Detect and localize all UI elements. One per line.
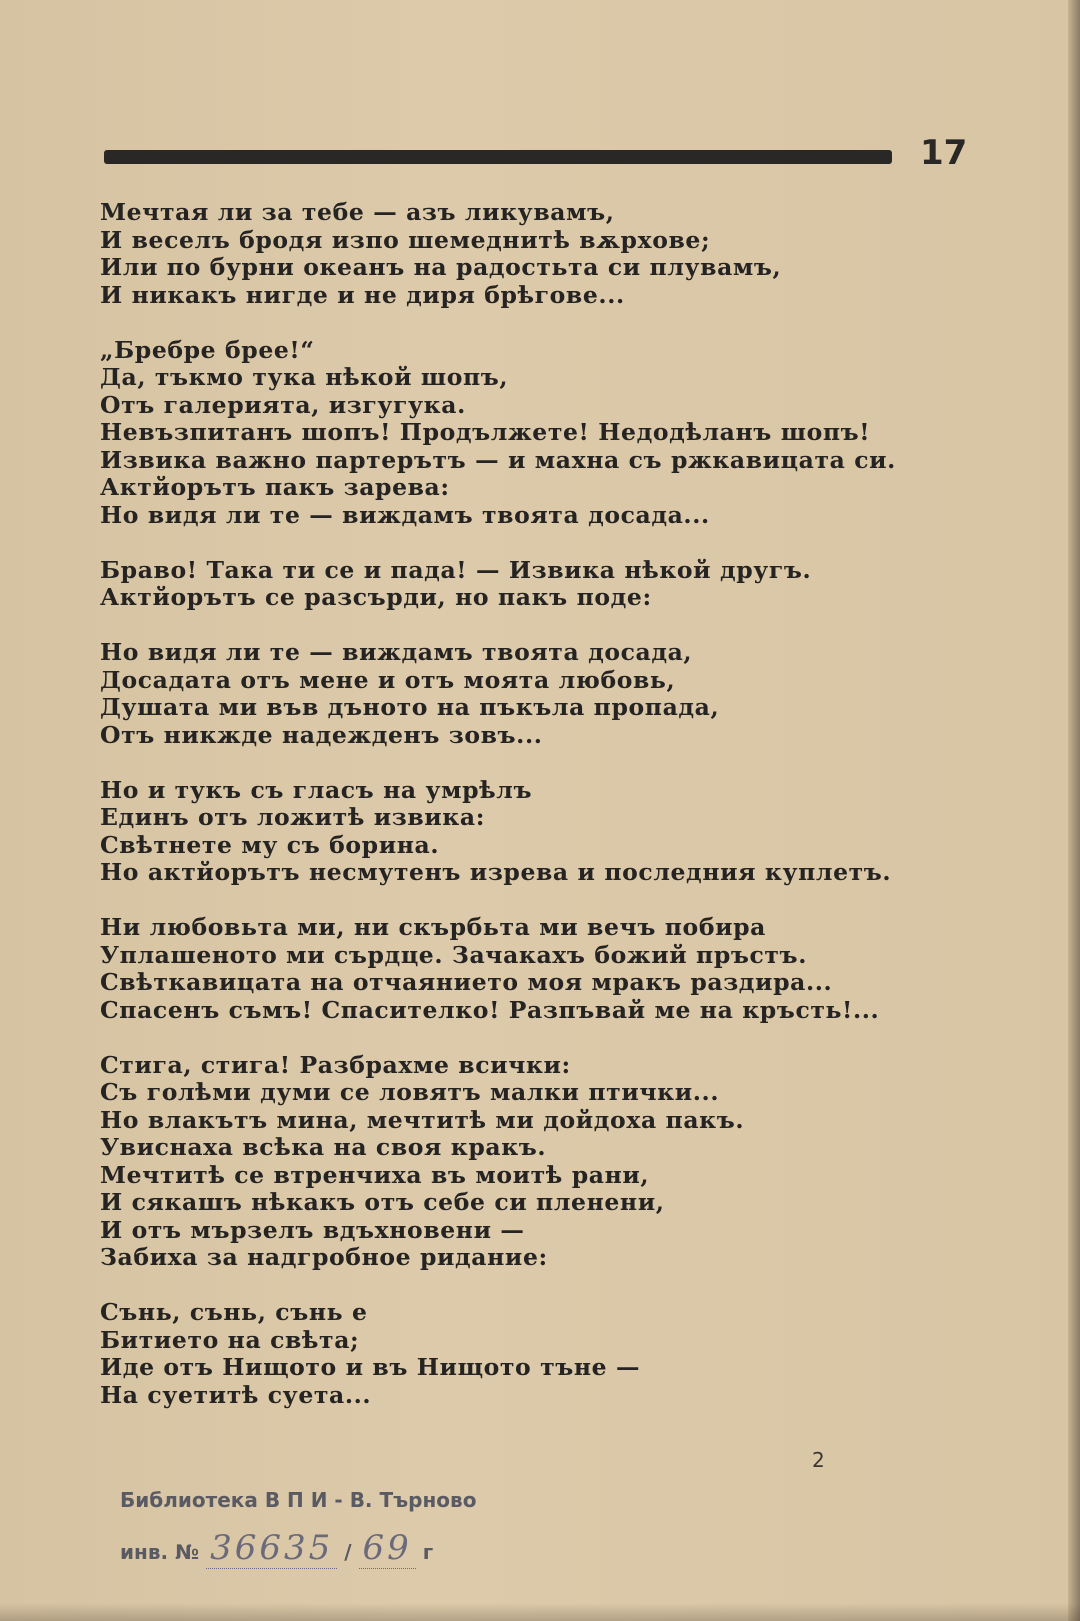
page-edge <box>1068 0 1080 1621</box>
page-bottom-shadow <box>0 1603 1080 1621</box>
poem-line: Иде отъ Нищото и въ Нищото тъне — <box>100 1353 641 1381</box>
poem-line: „Бребре брее!“ <box>100 335 315 364</box>
poem-line: Но актйорътъ несмутенъ изрева и последния куплетъ. <box>100 858 892 886</box>
poem-line: Ни любовьта ми, ни скърбьта ми вечъ побира <box>100 913 766 941</box>
poem-line: Свѣтнете му съ борина. <box>100 830 440 859</box>
header-rule <box>104 150 892 164</box>
stamp-library-name: Библиотека В П И - В. Търново <box>120 1488 477 1512</box>
stanza <box>100 557 980 612</box>
stamp-year: 69 <box>359 1528 416 1569</box>
poem-line: Съ голѣми думи се ловятъ малки птички... <box>100 1078 720 1106</box>
poem-line: Досадата отъ мене и отъ моята любовь, <box>100 665 676 694</box>
poem-line: Отъ никжде надежденъ зовъ... <box>100 720 543 749</box>
poem-line: Свѣткавицата на отчаянието моя мракъ раздира... <box>100 968 833 996</box>
poem-line: Мечтитѣ се втренчиха въ моитѣ рани, <box>100 1160 650 1189</box>
poem-line: Стига, стига! Разбрахме всички: <box>100 1050 571 1079</box>
poem-line: И отъ мързелъ вдъхновени — <box>100 1215 525 1244</box>
poem-line: И веселъ бродя изпо шемеднитѣ вѫрхове; <box>100 225 711 254</box>
poem-line: Спасенъ съмъ! Спасителко! Разпъвай ме на кръсть!... <box>100 995 880 1024</box>
stamp-inventory-label: инв. № <box>120 1540 200 1564</box>
poem-line: Но влакътъ мина, мечтитѣ ми дойдоха пакъ. <box>100 1105 745 1134</box>
poem-line: Увиснаха всѣка на своя кракъ. <box>100 1133 547 1161</box>
poem-line: Душата ми във дъното на пъкъла пропада, <box>100 693 720 721</box>
poem-line: Извика важно партерътъ — и махна съ ржкавицата си. <box>100 445 896 474</box>
stamp-year-suffix: г <box>422 1540 434 1564</box>
poem-line: Отъ галерията, изгугука. <box>100 390 466 419</box>
poem-line: Актйорътъ пакъ зарева: <box>100 473 450 501</box>
poem-line: Но видя ли те — виждамъ твоята досада... <box>100 500 710 529</box>
poem-line: Невъзпитанъ шопъ! Продължете! Недодѣланъ шопъ! <box>100 418 871 446</box>
poem-text <box>100 199 980 1437</box>
poem-line: Да, тъкмо тука нѣкой шопъ, <box>100 363 509 391</box>
poem-line: Уплашеното ми сърдце. Зачакахъ божий пръстъ. <box>100 940 807 969</box>
poem-line: Забиха за надгробное ридание: <box>100 1243 548 1271</box>
stanza <box>100 777 980 887</box>
poem-line: Или по бурни океанъ на радостьта си плувамъ, <box>100 253 782 281</box>
page-number: 17 <box>920 133 968 173</box>
library-stamp <box>120 1488 540 1578</box>
stanza <box>100 199 980 309</box>
poem-line: На суетитѣ суета... <box>100 1380 372 1409</box>
poem-line: Единъ отъ ложитѣ извика: <box>100 803 485 831</box>
poem-line: Сънь, сънь, сънь е <box>100 1298 368 1326</box>
poem-line: Мечтая ли за тебе — азъ ликувамъ, <box>100 198 615 226</box>
stamp-inventory-number: 36635 <box>206 1528 337 1569</box>
poem-line: Актйорътъ се разсърди, но пакъ поде: <box>100 583 652 611</box>
stanza <box>100 639 980 749</box>
poem-line: Но видя ли те — виждамъ твоята досада, <box>100 638 693 666</box>
stanza <box>100 914 980 1024</box>
stamp-inventory-line: инв. № 36635 / 69 г <box>120 1528 434 1568</box>
stanza <box>100 337 980 530</box>
poem-line: Но и тукъ съ гласъ на умрѣлъ <box>100 775 533 804</box>
poem-line: И сякашъ нѣкакъ отъ себе си пленени, <box>100 1188 665 1216</box>
signature-mark: 2 <box>812 1448 825 1472</box>
poem-line: Браво! Така ти се и пада! — Извика нѣкой другъ. <box>100 555 812 584</box>
stanza <box>100 1052 980 1272</box>
stanza <box>100 1299 980 1409</box>
poem-line: И никакъ нигде и не диря брѣгове... <box>100 280 625 309</box>
poem-line: Битието на свѣта; <box>100 1325 360 1354</box>
